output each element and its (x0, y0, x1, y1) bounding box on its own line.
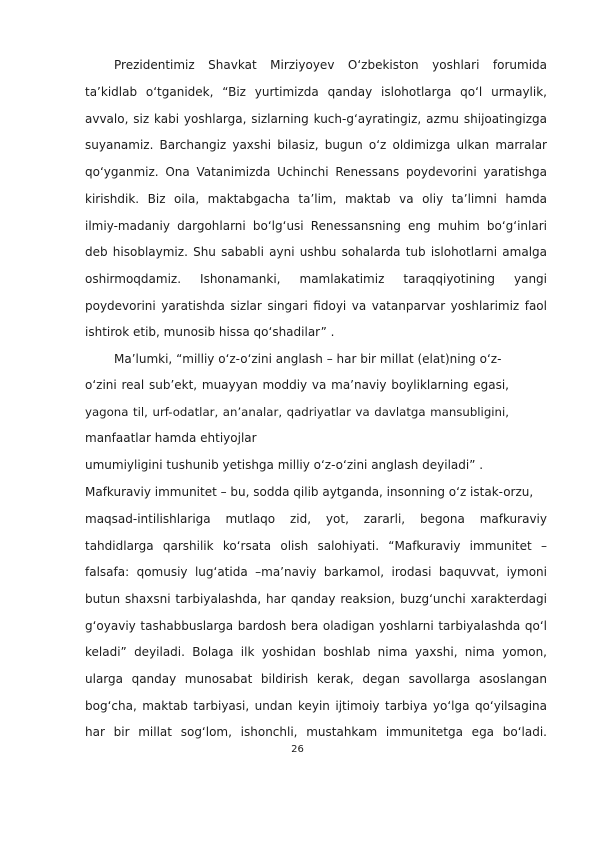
paragraph-line: qo‘yganmiz. Ona Vatanimizda Uchinchi Renessans poydevorini yaratishga (85, 165, 547, 179)
paragraph-line: keladi” deyiladi. Bolaga ilk yoshidan boshlab nima yaxshi, nima yomon, (85, 645, 547, 659)
paragraph-line: manfaatlar hamda ehtiyojlar (85, 431, 257, 445)
paragraph-line: ularga qanday munosabat bildirish kerak, degan savollarga asoslangan (85, 672, 547, 686)
paragraph-line: har bir millat sog‘lom, ishonchli, mustahkam immunitetga ega bo‘ladi. (85, 725, 547, 739)
paragraph-line: kirishdik. Biz oila, maktabgacha ta’lim, maktab va oliy ta’limni hamda (85, 192, 547, 206)
paragraph-line: butun shaxsni tarbiyalashda, har qanday reaksion, buzg‘unchi xarakterdagi (85, 592, 547, 606)
paragraph-line: falsafa: qomusiy lug‘atida –ma’naviy barkamol, irodasi baquvvat, iymoni (85, 565, 547, 579)
paragraph-line: deb hisoblaymiz. Shu sababli ayni ushbu sohalarda tub islohotlarni amalga (85, 245, 547, 259)
paragraph-line: Mafkuraviy immunitet – bu, sodda qilib aytganda, insonning o‘z istak-orzu, (85, 485, 534, 499)
paragraph-line: oshirmoqdamiz. Ishonamanki, mamlakatimiz taraqqiyotining yangi (85, 272, 547, 286)
paragraph-line: suyanamiz. Barchangiz yaxshi bilasiz, bugun o‘z oldimizga ulkan marralar (85, 138, 547, 152)
paragraph-line: yagona til, urf-odatlar, an’analar, qadriyatlar va davlatga mansubligini, (85, 405, 509, 419)
paragraph-line: g‘oyaviy tashabbuslarga bardosh bera oladigan yoshlarni tarbiyalashda qo‘l (85, 619, 547, 633)
paragraph-line: poydevorini yaratishda sizlar singari fidoyi va vatanparvar yoshlarimiz faol (85, 299, 547, 313)
paragraph-line: tahdidlarga qarshilik ko‘rsata olish salohiyati. “Mafkuraviy immunitet – (85, 539, 547, 553)
paragraph-line: umumiyligini tushunib yetishga milliy o‘z-o‘zini anglash deyiladi” . (85, 458, 484, 472)
paragraph-line: avvalo, siz kabi yoshlarga, sizlarning kuch-g‘ayratingiz, azmu shijoatingizga (85, 112, 547, 126)
paragraph-line: ishtirok etib, munosib hissa qo‘shadilar” . (85, 325, 335, 339)
paragraph-line: bog‘cha, maktab tarbiyasi, undan keyin ijtimoiy tarbiya yo‘lga qo‘yilsagina (85, 699, 547, 713)
paragraph-line: Ma’lumki, “milliy o‘z-o‘zini anglash – har bir millat (elat)ning o‘z- (114, 352, 502, 366)
page-number: 26 (291, 744, 304, 755)
paragraph-line: maqsad-intilishlariga mutlaqo zid, yot, zararli, begona mafkuraviy (85, 512, 547, 526)
paragraph-line: ta’kidlab o‘tganidek, “Biz yurtimizda qanday islohotlarga qo‘l urmaylik, (85, 85, 547, 99)
paragraph-line: ilmiy-madaniy dargohlarni bo‘lg‘usi Renessansning eng muhim bo‘g‘inlari (85, 219, 547, 233)
paragraph-line: Prezidentimiz Shavkat Mirziyoyev O‘zbekiston yoshlari forumida (114, 58, 547, 72)
paragraph-line: o‘zini real sub’ekt, muayyan moddiy va ma’naviy boyliklarning egasi, (85, 378, 509, 392)
